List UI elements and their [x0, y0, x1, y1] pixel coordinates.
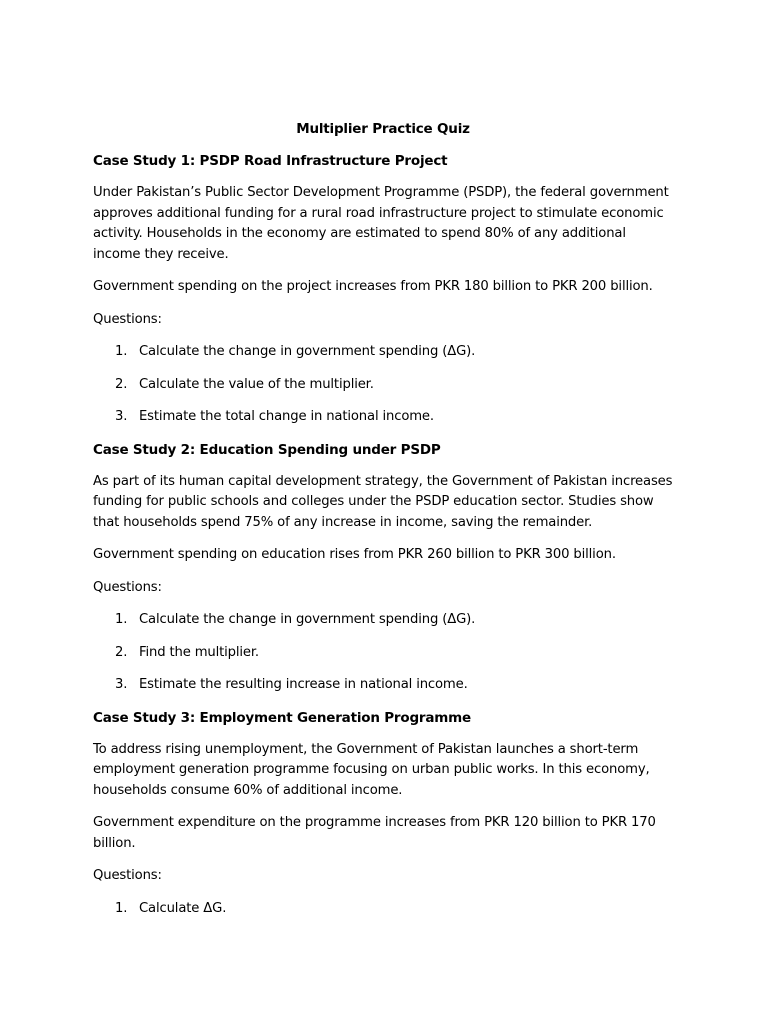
question-item: [93, 899, 673, 919]
question-list: [93, 342, 673, 427]
question-text: Find the multiplier.: [139, 644, 259, 660]
question-text: Calculate the change in government spending (ΔG).: [139, 344, 476, 359]
question-text: Calculate ΔG.: [139, 900, 227, 916]
question-text: Estimate the total change in national income.: [139, 409, 434, 424]
question-number: 2.: [115, 376, 128, 392]
question-text: Estimate the resulting increase in national income.: [139, 677, 468, 692]
case-study-description: Under Pakistan’s Public Sector Development Programme (PSDP), the federal government approves additional funding for a rural road infrastructure project to stimulate economic activity. Households in the economy are estimated to spend 80% of any additional income they receive.: [93, 185, 669, 262]
case-study-1: [93, 151, 673, 427]
case-study-2: [93, 440, 673, 696]
question-list: [93, 610, 673, 695]
question-number: 3.: [115, 677, 128, 692]
case-study-spending-change: Government spending on the project increases from PKR 180 billion to PKR 200 billion.: [93, 279, 653, 294]
questions-label: Questions:: [93, 868, 162, 883]
case-study-heading: Case Study 2: Education Spending under PSDP: [93, 441, 441, 458]
case-study-heading: Case Study 3: Employment Generation Programme: [93, 709, 471, 726]
question-item: [93, 610, 673, 630]
case-study-3: [93, 708, 673, 919]
question-number: 1.: [115, 900, 128, 916]
document-page: [93, 119, 673, 931]
question-number: 1.: [115, 344, 128, 359]
question-text: Calculate the change in government spending (ΔG).: [139, 612, 476, 627]
case-study-spending-change: Government expenditure on the programme increases from PKR 120 billion to PKR 170 billion.: [93, 815, 656, 851]
question-item: [93, 675, 673, 695]
page-title: Multiplier Practice Quiz: [296, 121, 470, 137]
question-list: [93, 899, 673, 919]
questions-label: Questions:: [93, 311, 162, 327]
question-number: 2.: [115, 644, 128, 660]
question-item: [93, 643, 673, 663]
question-item: [93, 375, 673, 395]
case-study-description: To address rising unemployment, the Government of Pakistan launches a short-term employment generation programme focusing on urban public works. In this economy, households consume 60% of additional income.: [93, 741, 650, 798]
case-study-spending-change: Government spending on education rises from PKR 260 billion to PKR 300 billion.: [93, 547, 616, 562]
question-number: 3.: [115, 409, 128, 424]
question-number: 1.: [115, 612, 128, 627]
case-study-description: As part of its human capital development strategy, the Government of Pakistan increases funding for public schools and colleges under the PSDP education sector. Studies show that households spend 75% of any increase in income, saving the remainder.: [93, 473, 673, 530]
question-text: Calculate the value of the multiplier.: [139, 376, 374, 392]
questions-label: Questions:: [93, 579, 162, 595]
case-study-heading: Case Study 1: PSDP Road Infrastructure Project: [93, 153, 448, 169]
question-item: [93, 407, 673, 427]
question-item: [93, 342, 673, 362]
